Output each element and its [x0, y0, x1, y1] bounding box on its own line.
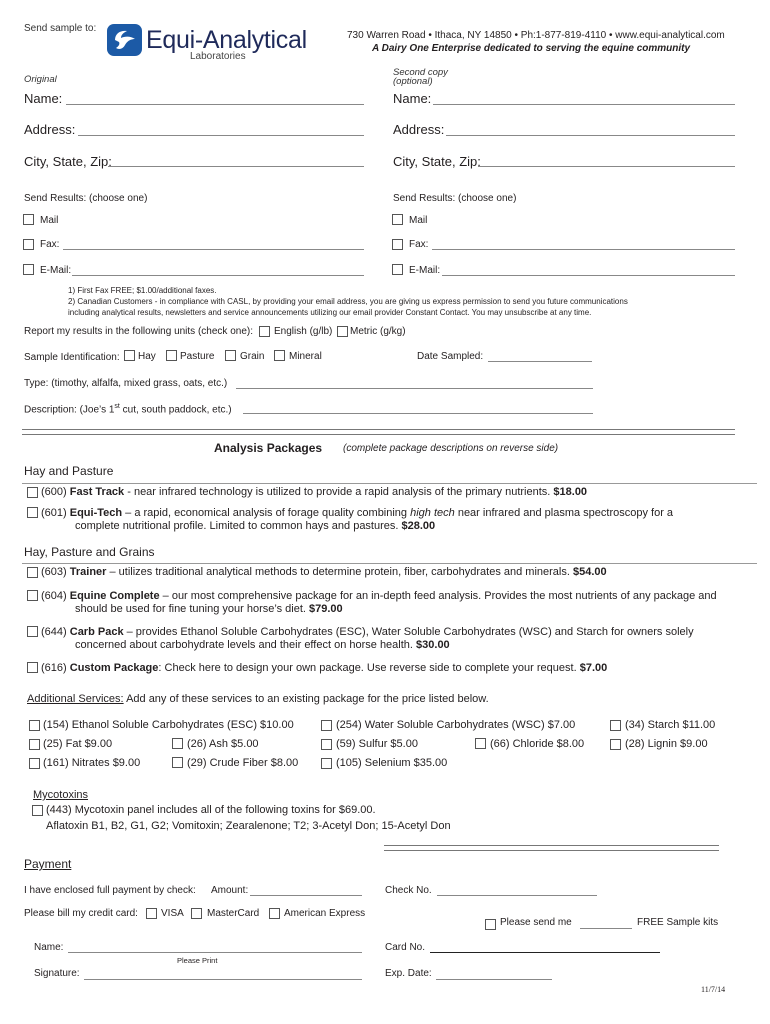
email-field[interactable]	[72, 275, 364, 276]
package-644-line2	[75, 639, 450, 651]
package-604-code: (604)	[41, 590, 67, 602]
package-601-checkbox[interactable]	[27, 507, 38, 518]
service-161-checkbox[interactable]	[29, 758, 40, 769]
free-sample-kits-label: FREE Sample kits	[637, 917, 719, 928]
pasture-label: Pasture	[180, 351, 215, 362]
american-express-checkbox[interactable]	[269, 908, 280, 919]
analysis-packages-title: Analysis Packages	[214, 441, 323, 455]
signature-field[interactable]	[84, 979, 362, 980]
mineral-checkbox[interactable]	[274, 350, 285, 361]
lab-address: 730 Warren Road • Ithaca, NY 14850 • Ph:1-877-819-4110 • www.equi-analytical.com	[347, 30, 725, 41]
equi-analytical-logo-icon	[107, 24, 142, 56]
second-copy-caption: Second copy	[393, 67, 448, 78]
package-644-name: Carb Pack	[69, 626, 124, 638]
second-email-field[interactable]	[442, 275, 735, 276]
additional-services	[27, 693, 489, 705]
type-label: Type: (timothy, alfalfa, mixed grass, oats, etc.)	[24, 378, 228, 389]
description-text-end: cut, south paddock, etc.)	[119, 404, 232, 416]
units-label: Report my results in the following units (check one):	[24, 326, 253, 337]
mineral-label: Mineral	[289, 351, 322, 362]
package-601-desc-italic: high tech	[410, 507, 455, 519]
second-fax-field[interactable]	[432, 249, 735, 250]
package-603-name: Trainer	[69, 566, 107, 578]
note-casl-2: including analytical results, newsletters and service announcements utilizing our email provider Constant Contact. You may unsubscribe at any time.	[68, 308, 592, 317]
sample-kits-quantity-field[interactable]	[580, 928, 632, 929]
note-casl-1: 2) Canadian Customers - in compliance with CASL, by providing your email address, you are giving us express permission to send you future communications	[68, 297, 628, 306]
service-29-label: (29) Crude Fiber $8.00	[187, 757, 299, 769]
second-email-label: E-Mail:	[409, 265, 441, 276]
email-checkbox[interactable]	[23, 264, 34, 275]
amount-label: Amount:	[211, 885, 249, 896]
type-field[interactable]	[236, 388, 593, 389]
city-state-zip-label: City, State, Zip:	[24, 154, 112, 169]
package-601	[41, 507, 673, 519]
payment-divider	[384, 845, 719, 851]
visa-checkbox[interactable]	[146, 908, 157, 919]
second-mail-checkbox[interactable]	[392, 214, 403, 225]
service-105-checkbox[interactable]	[321, 758, 332, 769]
brand-subtitle: Laboratories	[190, 51, 246, 62]
please-send-me-label: Please send me	[500, 917, 572, 928]
package-604-desc: – our most comprehensive package for an in-depth feed analysis. Provides the most nutrients of any package and	[159, 590, 717, 602]
package-644-price: $30.00	[416, 639, 450, 651]
bill-credit-card-label: Please bill my credit card:	[24, 908, 138, 919]
package-603-desc: – utilizes traditional analytical methods to determine protein, fiber, carbohydrates and minerals.	[106, 566, 570, 578]
email-label: E-Mail:	[40, 265, 72, 276]
mastercard-label: MasterCard	[207, 908, 260, 919]
signature-label: Signature:	[34, 968, 80, 979]
grain-label: Grain	[240, 351, 265, 362]
description-superscript: st	[114, 403, 120, 410]
package-601-desc-b: near infrared and plasma spectroscopy for a	[454, 507, 674, 519]
package-600-code: (600)	[41, 486, 67, 498]
english-units-label: English (g/lb)	[274, 326, 333, 337]
brand-name: Equi-Analytical	[146, 26, 307, 54]
package-603-price: $54.00	[572, 566, 607, 578]
send-results-label: Send Results: (choose one)	[24, 193, 148, 204]
payer-name-field[interactable]	[68, 952, 362, 953]
card-no-field[interactable]	[430, 952, 660, 953]
package-604-line2	[75, 603, 343, 615]
package-601-code: (601)	[41, 507, 67, 519]
second-name-field[interactable]	[433, 104, 735, 105]
payment-heading: Payment	[24, 857, 72, 871]
package-600-name: Fast Track	[69, 486, 125, 498]
send-sample-label: Send sample to:	[24, 23, 97, 34]
service-25-label: (25) Fat $9.00	[43, 738, 113, 750]
sample-kits-checkbox[interactable]	[485, 919, 496, 930]
service-28-label: (28) Lignin $9.00	[625, 738, 708, 750]
fax-label: Fax:	[40, 239, 60, 250]
second-address-field[interactable]	[446, 135, 735, 136]
analysis-packages-note: (complete package descriptions on reverse side)	[343, 443, 559, 454]
date-sampled-label: Date Sampled:	[417, 351, 484, 362]
mycotoxins-heading: Mycotoxins	[33, 789, 89, 801]
card-no-label: Card No.	[385, 942, 426, 953]
hay-pasture-rule	[22, 483, 757, 484]
service-161-label: (161) Nitrates $9.00	[43, 757, 141, 769]
package-603-code: (603)	[41, 566, 67, 578]
additional-services-text: Add any of these services to an existing package for the price listed below.	[126, 693, 489, 705]
package-600-checkbox[interactable]	[27, 487, 38, 498]
package-644-code: (644)	[41, 626, 67, 638]
mail-label: Mail	[40, 215, 59, 226]
enclosed-payment-label: I have enclosed full payment by check:	[24, 885, 196, 896]
amount-field[interactable]	[250, 895, 362, 896]
service-254-label: (254) Water Soluble Carbohydrates (WSC) $7.00	[336, 719, 576, 731]
address-label: Address:	[24, 122, 76, 137]
package-600-desc: - near infrared technology is utilized to provide a rapid analysis of the primary nutrients.	[124, 486, 551, 498]
package-616-desc: : Check here to design your own package. Use reverse side to complete your request.	[158, 662, 577, 674]
package-601-line2	[75, 520, 435, 532]
package-601-line2-text: complete nutritional profile. Limited to common hays and pastures.	[75, 520, 399, 532]
name-label: Name:	[24, 91, 63, 106]
second-email-checkbox[interactable]	[392, 264, 403, 275]
check-no-field[interactable]	[437, 895, 597, 896]
service-66-label: (66) Chloride $8.00	[490, 738, 585, 750]
service-66-checkbox[interactable]	[475, 738, 486, 749]
tagline: A Dairy One Enterprise dedicated to serving the equine community	[372, 43, 691, 54]
service-105-label: (105) Selenium $35.00	[336, 757, 448, 769]
mastercard-checkbox[interactable]	[191, 908, 202, 919]
mail-checkbox[interactable]	[23, 214, 34, 225]
package-604-price: $79.00	[309, 603, 343, 615]
service-26-label: (26) Ash $5.00	[187, 738, 259, 750]
package-604-checkbox[interactable]	[27, 590, 38, 601]
package-601-price: $28.00	[401, 520, 436, 532]
package-603-checkbox[interactable]	[27, 567, 38, 578]
package-601-desc-a: – a rapid, economical analysis of forage quality combining	[122, 507, 411, 519]
package-604	[41, 590, 717, 602]
american-express-label: American Express	[284, 908, 366, 919]
second-address-label: Address:	[393, 122, 445, 137]
mycotoxin-toxin-list: Aflatoxin B1, B2, G1, G2; Vomitoxin; Zearalenone; T2; 3-Acetyl Don; 15-Acetyl Don	[46, 820, 451, 832]
mycotoxin-443-label: (443) Mycotoxin panel includes all of the following toxins for $69.00.	[46, 804, 376, 816]
service-25-checkbox[interactable]	[29, 739, 40, 750]
service-26-checkbox[interactable]	[172, 738, 183, 749]
package-600	[41, 486, 587, 498]
service-154-label: (154) Ethanol Soluble Carbohydrates (ESC) $10.00	[43, 719, 294, 731]
description-label	[24, 403, 232, 415]
metric-units-checkbox[interactable]	[337, 326, 348, 337]
section-divider	[22, 429, 735, 435]
package-644	[41, 626, 694, 638]
service-59-checkbox[interactable]	[321, 739, 332, 750]
additional-services-heading: Additional Services:	[27, 693, 124, 705]
service-34-checkbox[interactable]	[610, 720, 621, 731]
service-28-checkbox[interactable]	[610, 739, 621, 750]
pasture-checkbox[interactable]	[166, 350, 177, 361]
metric-units-label: Metric (g/kg)	[350, 326, 406, 337]
date-sampled-field[interactable]	[488, 361, 592, 362]
payer-name-label: Name:	[34, 942, 64, 953]
sample-identification-label: Sample Identification:	[24, 352, 120, 363]
optional-caption: (optional)	[393, 76, 433, 87]
service-29-checkbox[interactable]	[172, 757, 183, 768]
second-city-state-zip-label: City, State, Zip:	[393, 154, 481, 169]
grain-checkbox[interactable]	[225, 350, 236, 361]
second-mail-label: Mail	[409, 215, 428, 226]
package-616-code: (616)	[41, 662, 67, 674]
service-34-label: (34) Starch $11.00	[625, 719, 716, 731]
hay-pasture-grains-heading: Hay, Pasture and Grains	[24, 545, 155, 559]
mycotoxin-443-checkbox[interactable]	[32, 805, 43, 816]
description-field[interactable]	[243, 413, 593, 414]
second-name-label: Name:	[393, 91, 432, 106]
package-601-name: Equi-Tech	[69, 507, 123, 519]
hay-checkbox[interactable]	[124, 350, 135, 361]
package-604-name: Equine Complete	[69, 590, 160, 602]
address-field[interactable]	[78, 135, 364, 136]
hay-label: Hay	[138, 351, 156, 362]
second-fax-checkbox[interactable]	[392, 239, 403, 250]
package-600-price: $18.00	[553, 486, 588, 498]
note-fax: 1) First Fax FREE; $1.00/additional faxes.	[68, 286, 217, 295]
fax-checkbox[interactable]	[23, 239, 34, 250]
package-603	[41, 566, 607, 578]
package-604-line2-text: should be used for fine tuning your horse’s diet.	[75, 603, 306, 615]
description-text-start: Description: (Joe’s 1	[24, 404, 115, 416]
package-616-checkbox[interactable]	[27, 662, 38, 673]
service-59-label: (59) Sulfur $5.00	[336, 738, 418, 750]
original-caption: Original	[24, 74, 57, 85]
package-644-checkbox[interactable]	[27, 626, 38, 637]
second-send-results-label: Send Results: (choose one)	[393, 193, 517, 204]
package-644-line2-text: concerned about carbohydrate levels and their effect on horse health.	[75, 639, 413, 651]
service-254-checkbox[interactable]	[321, 720, 332, 731]
name-field[interactable]	[66, 104, 364, 105]
city-state-zip-field[interactable]	[108, 166, 364, 167]
please-print-note: Please Print	[177, 956, 218, 965]
service-154-checkbox[interactable]	[29, 720, 40, 731]
english-units-checkbox[interactable]	[259, 326, 270, 337]
check-no-label: Check No.	[385, 885, 432, 896]
hay-pasture-heading: Hay and Pasture	[24, 464, 114, 478]
package-616	[41, 662, 607, 674]
hay-pasture-grains-rule	[22, 563, 757, 564]
exp-date-label: Exp. Date:	[385, 968, 432, 979]
form-revision-date: 11/7/14	[701, 985, 726, 994]
exp-date-field[interactable]	[436, 979, 552, 980]
fax-field[interactable]	[63, 249, 364, 250]
package-644-desc: – provides Ethanol Soluble Carbohydrates (ESC), Water Soluble Carbohydrates (WSC) and Starch for owners solely	[123, 626, 694, 638]
package-616-name: Custom Package	[69, 662, 159, 674]
second-city-state-zip-field[interactable]	[478, 166, 735, 167]
visa-label: VISA	[161, 908, 184, 919]
second-fax-label: Fax:	[409, 239, 429, 250]
package-616-price: $7.00	[579, 662, 608, 674]
